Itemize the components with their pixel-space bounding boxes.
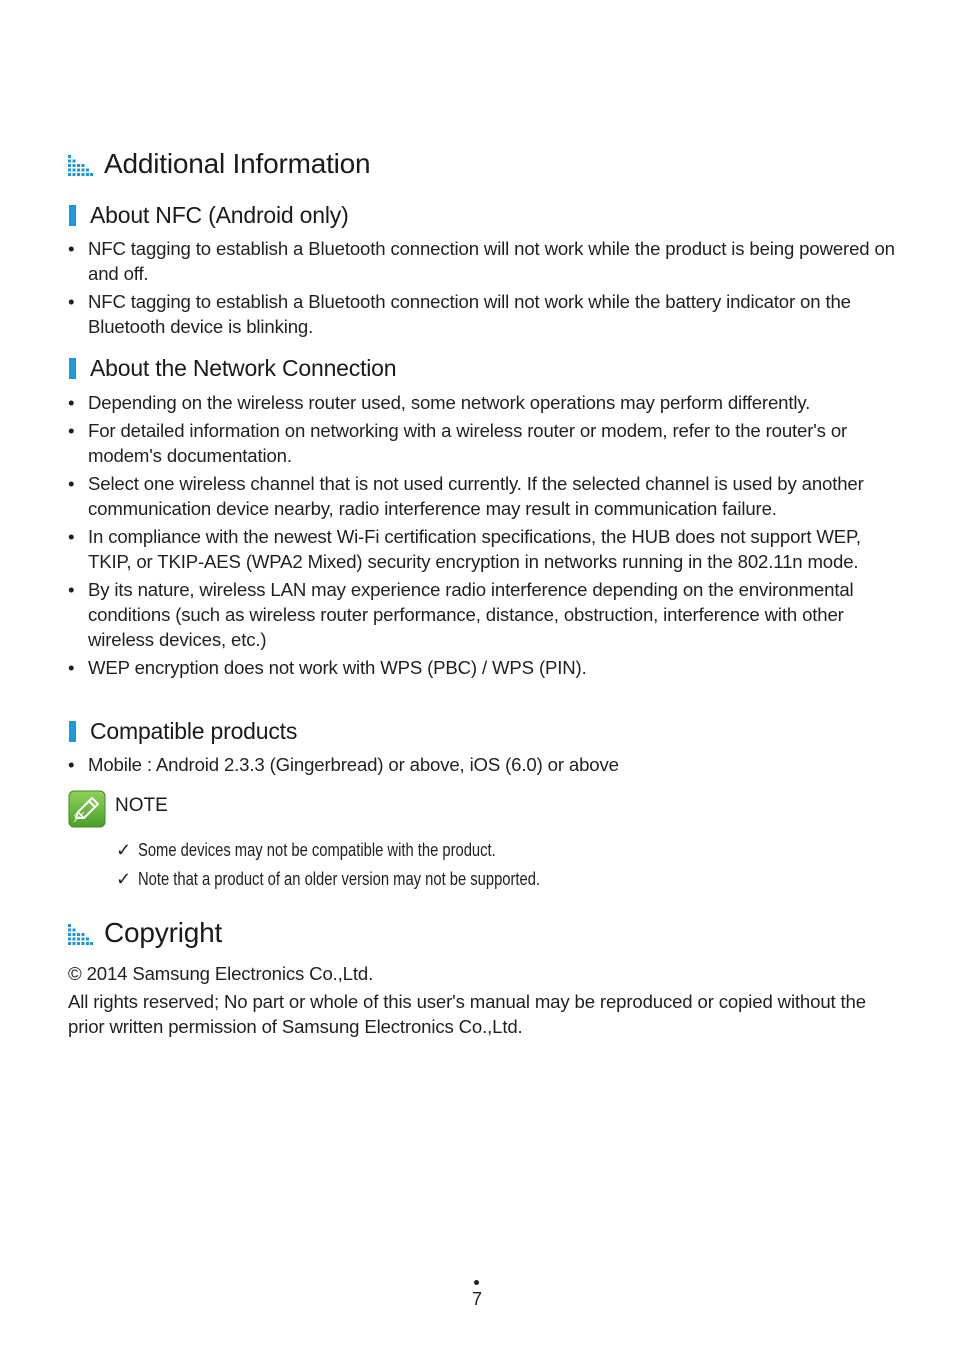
list-item: • For detailed information on networking with a wireless router or modem, refer to the router's or modem's documentation.	[68, 420, 848, 466]
list-item: ✓ Note that a product of an older version may not be supported.	[116, 865, 628, 894]
list-item: • Depending on the wireless router used, some network operations may perform differently.	[68, 392, 811, 413]
network-bullet-list	[68, 390, 898, 683]
nfc-bullet-list	[68, 236, 898, 342]
section-title: Copyright	[104, 917, 223, 948]
blue-bar-icon	[69, 358, 76, 379]
subsection-heading-nfc	[69, 202, 349, 229]
list-item: • Select one wireless channel that is not used currently. If the selected channel is used by another communication device nearby, radio interference may result in communication failure.	[68, 473, 864, 519]
list-item: • NFC tagging to establish a Bluetooth connection will not work while the battery indicator on the Bluetooth device is blinking.	[68, 291, 851, 337]
list-item: • Mobile : Android 2.3.3 (Gingerbread) or above, iOS (6.0) or above	[68, 754, 619, 775]
check-icon: ✓	[116, 840, 132, 860]
section-heading-additional-information	[68, 148, 370, 180]
page-dot	[474, 1280, 479, 1285]
note-label: NOTE	[115, 795, 168, 816]
copyright-line: © 2014 Samsung Electronics Co.,Ltd.	[68, 963, 374, 984]
section-heading-copyright	[68, 917, 222, 949]
check-icon: ✓	[116, 869, 132, 889]
subsection-heading-compatible-products	[69, 718, 297, 745]
list-item: • By its nature, wireless LAN may experience radio interference depending on the environmental conditions (such as wireless router performance, distance, obstruction, interference with other wireless devices, etc.)	[68, 579, 854, 650]
page-number: 7	[471, 1289, 482, 1309]
note-pencil-icon	[68, 790, 106, 828]
note-check-list	[116, 836, 628, 894]
compatible-products-bullet-list	[68, 752, 898, 780]
copyright-rights-paragraph: All rights reserved; No part or whole of this user's manual may be reproduced or copied without the prior written permission of Samsung Electronics Co.,Ltd.	[68, 991, 866, 1037]
subsection-title: About the Network Connection	[90, 355, 397, 381]
blue-bar-icon	[69, 205, 76, 226]
list-item: • NFC tagging to establish a Bluetooth connection will not work while the product is being powered on and off.	[68, 238, 895, 284]
list-item: • WEP encryption does not work with WPS (PBC) / WPS (PIN).	[68, 657, 587, 678]
subsection-heading-network	[69, 355, 396, 382]
dot-grid-icon	[68, 921, 93, 945]
blue-bar-icon	[69, 721, 76, 742]
list-item: ✓ Some devices may not be compatible with the product.	[116, 836, 628, 865]
dot-grid-icon	[68, 152, 93, 176]
subsection-title: Compatible products	[90, 718, 298, 744]
section-title: Additional Information	[104, 148, 371, 179]
subsection-title: About NFC (Android only)	[90, 202, 349, 228]
list-item: • In compliance with the newest Wi-Fi certification specifications, the HUB does not support WEP, TKIP, or TKIP-AES (WPA2 Mixed) security encryption in networks running in the 802.11n mode.	[68, 526, 861, 572]
